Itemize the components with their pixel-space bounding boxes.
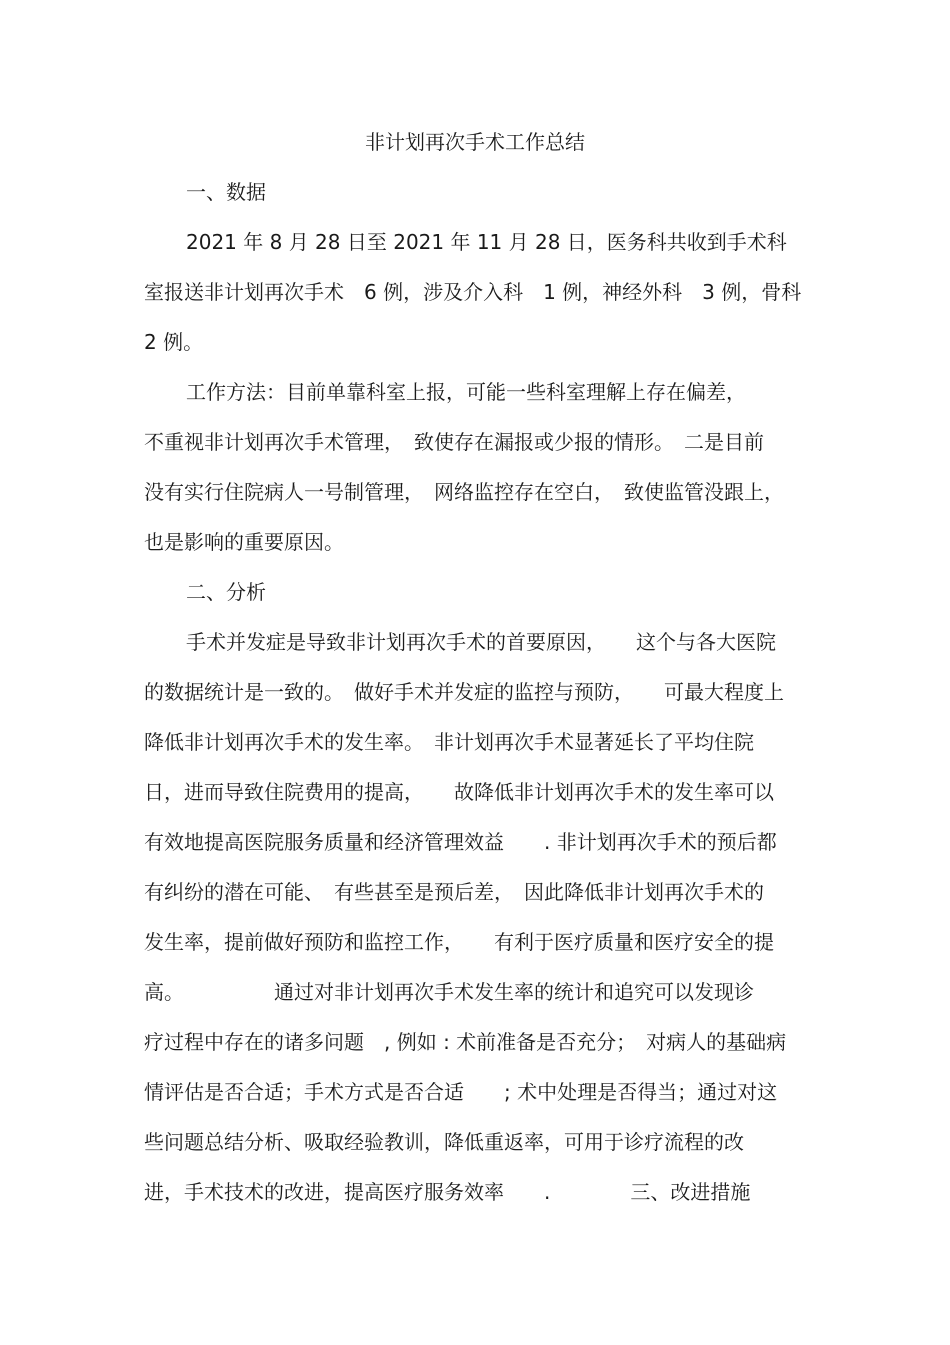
paragraph-line: 情评估是否合适；手术方式是否合适 ; 术中处理是否得当；通过对这 [144,1080,778,1104]
paragraph-line: 室报送非计划再次手术 6 例，涉及介入科 1 例，神经外科 3 例，骨科 [144,280,802,304]
document-title: 非计划再次手术工作总结 [365,130,585,154]
paragraph-line: 进，手术技术的改进，提高医疗服务效率 . 三、改进措施 [144,1180,751,1204]
paragraph-line: 降低非计划再次手术的发生率。 非计划再次手术显著延长了平均住院 [144,730,754,754]
paragraph-line: 不重视非计划再次手术管理， 致使存在漏报或少报的情形。 二是目前 [144,430,764,454]
paragraph-line: 的数据统计是一致的。 做好手术并发症的监控与预防， 可最大程度上 [144,680,784,704]
paragraph-line: 发生率，提前做好预防和监控工作， 有利于医疗质量和医疗安全的提 [144,930,774,954]
paragraph-line: 日，进而导致住院费用的提高， 故降低非计划再次手术的发生率可以 [144,780,774,804]
section-heading-analysis: 二、分析 [186,580,266,604]
paragraph-line: 手术并发症是导致非计划再次手术的首要原因， 这个与各大医院 [186,630,776,654]
paragraph-line: 疗过程中存在的诸多问题 , 例如 : 术前准备是否充分； 对病人的基础病 [144,1030,787,1054]
paragraph-line: 也是影响的重要原因。 [144,530,344,554]
paragraph-line: 工作方法：目前单靠科室上报，可能一些科室理解上存在偏差， [186,380,746,404]
paragraph-line: 些问题总结分析、吸取经验教训，降低重返率，可用于诊疗流程的改 [144,1130,744,1154]
paragraph-line: 高。 通过对非计划再次手术发生率的统计和追究可以发现诊 [144,980,754,1004]
paragraph-line: 有纠纷的潜在可能、 有些甚至是预后差， 因此降低非计划再次手术的 [144,880,764,904]
paragraph-line: 2021 年 8 月 28 日至 2021 年 11 月 28 日，医务科共收到手术科 [186,230,787,254]
section-heading-data: 一、数据 [186,180,266,204]
paragraph-line: 有效地提高医院服务质量和经济管理效益 . 非计划再次手术的预后都 [144,830,777,854]
paragraph-line: 2 例。 [144,330,204,354]
paragraph-line: 没有实行住院病人一号制管理， 网络监控存在空白， 致使监管没跟上， [144,480,784,504]
